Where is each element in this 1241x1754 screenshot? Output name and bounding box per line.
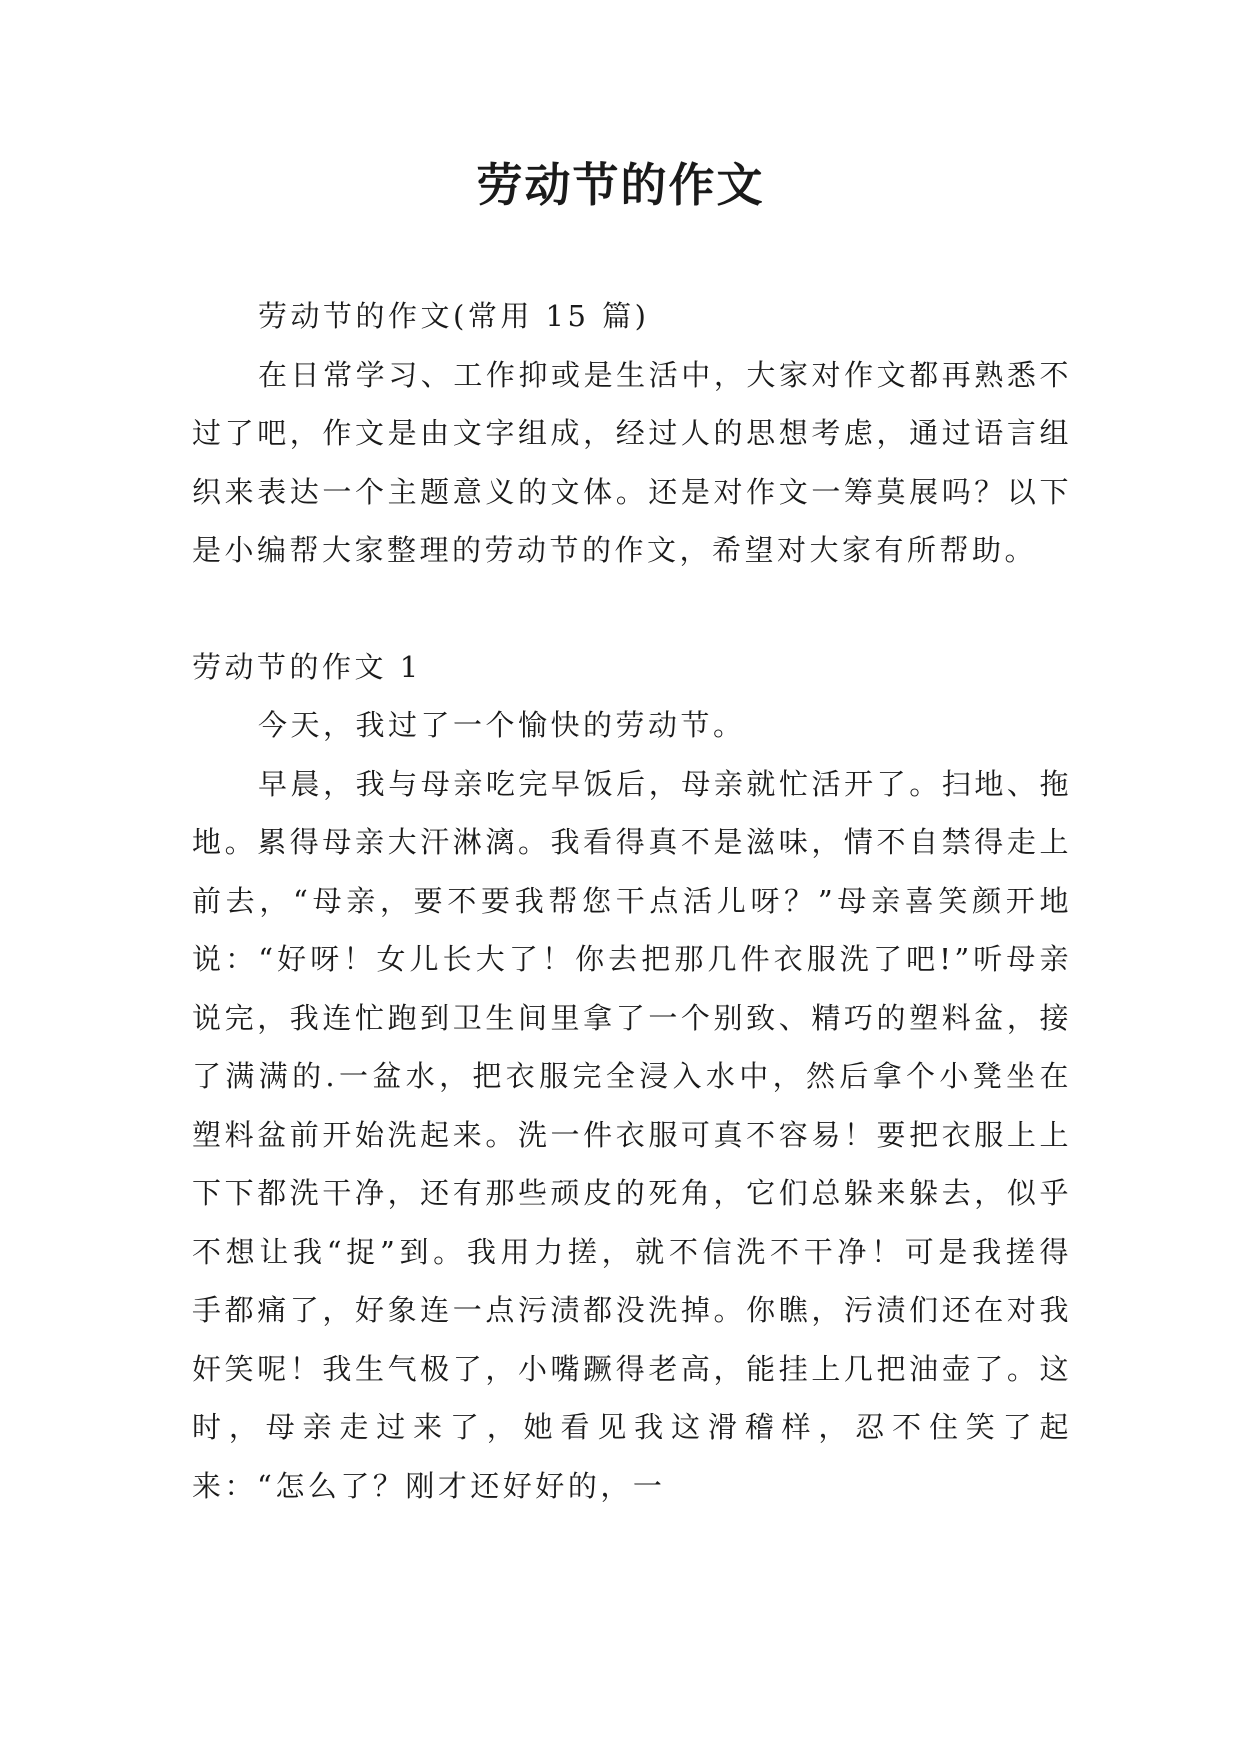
- document-body: [192, 287, 1072, 1515]
- intro-paragraph: 在日常学习、工作抑或是生活中，大家对作文都再熟悉不过了吧，作文是由文字组成，经过人的思想考虑，通过语言组织来表达一个主题意义的文体。还是对作文一筹莫展吗？以下是小编帮大家整理的劳动节的作文，希望对大家有所帮助。: [192, 357, 1072, 567]
- section-paragraph: 早晨，我与母亲吃完早饭后，母亲就忙活开了。扫地、拖地。累得母亲大汗淋漓。我看得真不是滋味，情不自禁得走上前去，“母亲，要不要我帮您干点活儿呀？”母亲喜笑颜开地说：“好呀！女儿长大了！你去把那几件衣服洗了吧!”听母亲说完，我连忙跑到卫生间里拿了一个别致、精巧的塑料盆，接了满满的.一盆水，把衣服完全浸入水中，然后拿个小凳坐在塑料盆前开始洗起来。洗一件衣服可真不容易！要把衣服上上下下都洗干净，还有那些顽皮的死角，它们总躲来躲去，似乎不想让我“捉”到。我用力搓，就不信洗不干净！可是我搓得手都痛了，好象连一点污渍都没洗掉。你瞧，污渍们还在对我奸笑呢！我生气极了，小嘴蹶得老高，能挂上几把油壶了。这时，母亲走过来了，她看见我这滑稽样，忍不住笑了起来：“怎么了？刚才还好好的，一: [192, 766, 1072, 1503]
- document-title: 劳动节的作文: [476, 158, 765, 212]
- document-subtitle: 劳动节的作文(常用 15 篇): [258, 299, 650, 333]
- section-heading: 劳动节的作文 1: [192, 649, 422, 684]
- section-paragraph: 今天，我过了一个愉快的劳动节。: [258, 708, 746, 742]
